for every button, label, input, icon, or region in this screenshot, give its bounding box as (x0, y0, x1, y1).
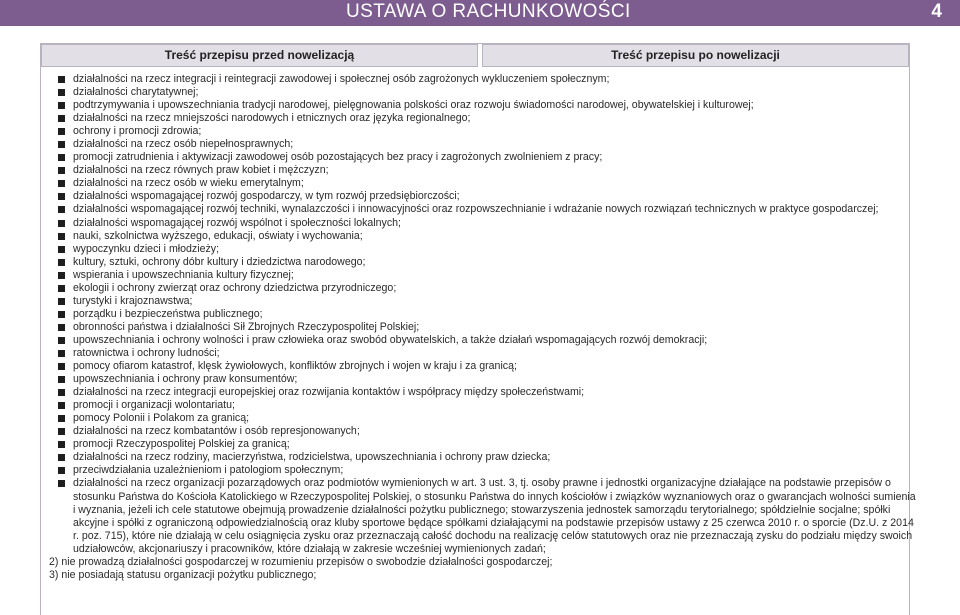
list-item-text: działalności na rzecz równych praw kobiet i mężczyzn; (73, 164, 329, 177)
list-item (49, 230, 917, 243)
square-bullet-icon (58, 206, 65, 213)
list-item (49, 164, 917, 177)
square-bullet-icon (58, 233, 65, 240)
list-item-text: działalności wspomagającej rozwój techniki, wynalazczości i innowacyjności oraz rozpowszechnianie i wdrażanie nowych rozwiązań technicznych w praktyce gospodarczej; (73, 203, 879, 216)
list-item-text: podtrzymywania i upowszechniania tradycji narodowej, pielęgnowania polskości oraz rozwoju świadomości narodowej, obywatelskiej i kulturowej; (73, 99, 754, 112)
list-item (49, 203, 917, 216)
list-item (49, 308, 917, 321)
list-item (49, 295, 917, 308)
square-bullet-icon (58, 415, 65, 422)
document-title: USTAWA O RACHUNKOWOŚCI (346, 1, 631, 22)
list-item-text: nauki, szkolnictwa wyższego, edukacji, oświaty i wychowania; (73, 229, 363, 242)
list-item (49, 451, 917, 464)
list-item-text: wypoczynku dzieci i młodzieży; (73, 242, 220, 255)
list-item-text: działalności na rzecz osób niepełnosprawnych; (73, 138, 294, 151)
list-item (49, 73, 917, 86)
list-item-text: działalności na rzecz organizacji pozarządowych oraz podmiotów wymienionych w art. 3 ust. 3, tj. osoby prawne i jednostki organizacyjne działające na podstawie przepisów o stosunku Państwa do Kościoła Katolickiego w Rzeczypospolitej Polskiej, o stosunku Państwa do innych kościołów i związków wyznaniowych oraz o gwarancjach wolności sumienia i wyznania, jeżeli ich cele statutowe obejmują prowadzenie działalności pożytku publicznego; stowarzyszenia jednostek samorządu terytorialnego; spółdzielnie socjalne; spółki akcyjne i spółki z ograniczoną odpowiedzialnością oraz kluby sportowe będące spółkami działającymi na podstawie przepisów ustawy z 25 czerwca 2010 r. o sporcie (Dz.U. z 2014 r. poz. 715), które nie działają w celu osiągnięcia zysku oraz przeznaczają całość dochodu na realizację celów statutowych oraz nie przeznaczają zysku do podziału między swoich udziałowców, akcjonariuszy i pracowników, które działają w zakresie wcześniej wymienionych zadań; (73, 477, 916, 555)
square-bullet-icon (58, 298, 65, 305)
numbered-item (49, 556, 917, 569)
list-item (49, 256, 917, 269)
list-item (49, 399, 917, 412)
square-bullet-icon (58, 259, 65, 266)
list-item-text: działalności na rzecz rodziny, macierzyństwa, rodzicielstwa, upowszechniania i ochrony praw dziecka; (73, 451, 551, 464)
list-item (49, 112, 917, 125)
list-item (49, 190, 917, 203)
square-bullet-icon (58, 376, 65, 383)
square-bullet-icon (58, 480, 65, 487)
list-item-text: wspierania i upowszechniania kultury fizycznej; (73, 268, 294, 281)
numbered-item-text: nie posiadają statusu organizacji pożytku publicznego; (61, 568, 317, 581)
list-item-text: działalności na rzecz mniejszości narodowych i etnicznych oraz języka regionalnego; (73, 112, 471, 125)
list-item-text: upowszechniania i ochrony praw konsumentów; (73, 373, 298, 386)
square-bullet-icon (58, 154, 65, 161)
list-item-text: promocji i organizacji wolontariatu; (73, 399, 235, 412)
square-bullet-icon (58, 324, 65, 331)
list-item-text: pomocy Polonii i Polakom za granicą; (73, 412, 250, 425)
list-item (49, 334, 917, 347)
list-item (49, 125, 917, 138)
list-item-text: działalności wspomagającej rozwój gospodarczy, w tym rozwój przedsiębiorczości; (73, 190, 460, 203)
square-bullet-icon (58, 272, 65, 279)
square-bullet-icon (58, 167, 65, 174)
list-item-text: ratownictwa i ochrony ludności; (73, 346, 220, 359)
list-item-text: promocji Rzeczypospolitej Polskiej za granicą; (73, 438, 290, 451)
list-item-text: obronności państwa i działalności Sił Zbrojnych Rzeczypospolitej Polskiej; (73, 320, 420, 333)
list-item (49, 217, 917, 230)
square-bullet-icon (58, 363, 65, 370)
list-item (49, 373, 917, 386)
square-bullet-icon (58, 441, 65, 448)
page-number: 4 (931, 1, 942, 22)
list-item (49, 243, 917, 256)
numbered-item (49, 569, 917, 582)
list-item (49, 464, 917, 477)
list-item-text: upowszechniania i ochrony wolności i praw człowieka oraz swobód obywatelskich, a także działań wspomagających rozwój demokracji; (73, 333, 708, 346)
list-item (49, 425, 917, 438)
list-item-text: porządku i bezpieczeństwa publicznego; (73, 307, 263, 320)
square-bullet-icon (58, 220, 65, 227)
square-bullet-icon (58, 141, 65, 148)
list-item (49, 282, 917, 295)
column-header-before: Treść przepisu przed nowelizacją (41, 44, 478, 67)
square-bullet-icon (58, 246, 65, 253)
square-bullet-icon (58, 193, 65, 200)
list-item-text: turystyki i krajoznawstwa; (73, 294, 193, 307)
square-bullet-icon (58, 102, 65, 109)
list-item-text: działalności na rzecz integracji i reintegracji zawodowej i społecznej osób zagrożonych wykluczeniem społecznym; (73, 73, 610, 85)
list-item (49, 347, 917, 360)
list-item-text: promocji zatrudnienia i aktywizacji zawodowej osób pozostających bez pracy i zagrożonych zwolnieniem z pracy; (73, 151, 603, 164)
square-bullet-icon (58, 285, 65, 292)
list-item-text: ochrony i promocji zdrowia; (73, 125, 202, 138)
list-item (49, 412, 917, 425)
square-bullet-icon (58, 428, 65, 435)
item-number: 3) (49, 568, 59, 581)
square-bullet-icon (58, 115, 65, 122)
list-item (49, 477, 917, 555)
list-item (49, 151, 917, 164)
list-item (49, 386, 917, 399)
list-item-text: ekologii i ochrony zwierząt oraz ochrony dziedzictwa przyrodniczego; (73, 281, 397, 294)
provision-text (49, 73, 917, 582)
list-item-text: przeciwdziałania uzależnieniom i patologiom społecznym; (73, 464, 344, 477)
list-item (49, 99, 917, 112)
square-bullet-icon (58, 128, 65, 135)
list-item (49, 438, 917, 451)
header-banner (0, 0, 960, 26)
square-bullet-icon (58, 337, 65, 344)
square-bullet-icon (58, 350, 65, 357)
list-item-text: działalności na rzecz integracji europejskiej oraz rozwijania kontaktów i współpracy między społeczeństwami; (73, 386, 585, 399)
list-item (49, 321, 917, 334)
list-item-text: działalności na rzecz kombatantów i osób represjonowanych; (73, 425, 360, 438)
list-item (49, 138, 917, 151)
square-bullet-icon (58, 454, 65, 461)
square-bullet-icon (58, 180, 65, 187)
list-item-text: działalności wspomagającej rozwój wspólnot i społeczności lokalnych; (73, 216, 401, 229)
item-number: 2) (49, 555, 59, 568)
square-bullet-icon (58, 389, 65, 396)
list-item (49, 269, 917, 282)
square-bullet-icon (58, 89, 65, 96)
column-header-after: Treść przepisu po nowelizacji (482, 44, 909, 67)
list-item (49, 360, 917, 373)
list-item-text: działalności charytatywnej; (73, 86, 199, 99)
list-item-text: pomocy ofiarom katastrof, klęsk żywiołowych, konfliktów zbrojnych i wojen w kraju i za granicą; (73, 360, 517, 373)
square-bullet-icon (58, 402, 65, 409)
square-bullet-icon (58, 76, 65, 83)
list-item (49, 86, 917, 99)
list-item-text: działalności na rzecz osób w wieku emerytalnym; (73, 177, 304, 190)
list-item (49, 177, 917, 190)
numbered-item-text: nie prowadzą działalności gospodarczej w rozumieniu przepisów o swobodzie działalności gospodarczej; (61, 555, 553, 568)
square-bullet-icon (58, 311, 65, 318)
square-bullet-icon (58, 467, 65, 474)
list-item-text: kultury, sztuki, ochrony dóbr kultury i dziedzictwa narodowego; (73, 255, 366, 268)
